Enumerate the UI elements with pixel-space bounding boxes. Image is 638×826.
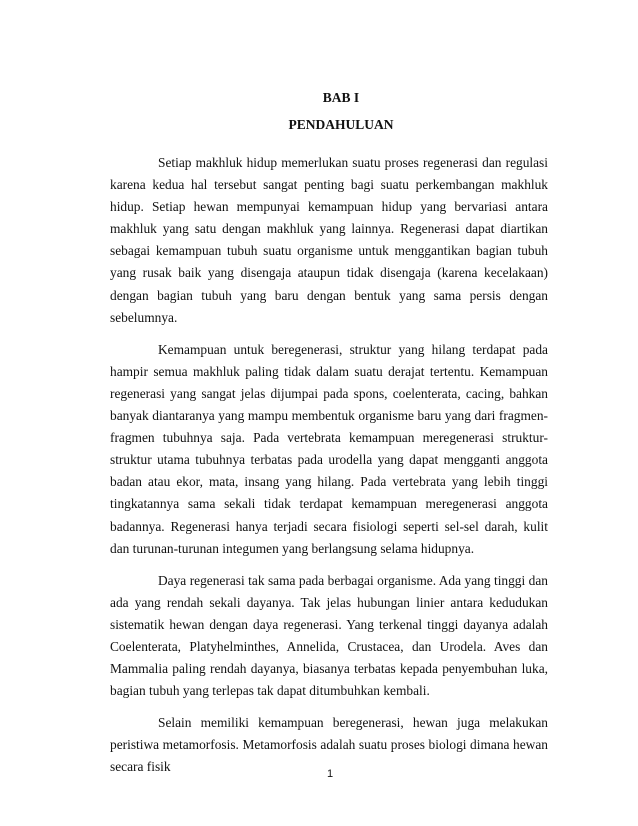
chapter-heading: BAB I bbox=[322, 90, 360, 105]
paragraph-1: Setiap makhluk hidup memerlukan suatu proses regenerasi dan regulasi karena kedua hal tersebut sangat penting bagi suatu perkembangan makhluk hidup. Setiap hewan mempunyai kemampuan hidup yang bervariasi antara makhluk yang satu dengan makhluk yang lainnya. Regenerasi dapat diartikan sebagai kemampuan tubuh suatu organisme untuk menggantikan bagian tubuh yang rusak baik yang disengaja ataupun tidak disengaja (karena kecelakaan) dengan bagian tubuh yang baru dengan bentuk yang sama persis dengan sebelumnya. bbox=[110, 155, 548, 325]
paragraph-3: Daya regenerasi tak sama pada berbagai organisme. Ada yang tinggi dan ada yang rendah sekali dayanya. Tak jelas hubungan linier antara kedudukan sistematik hewan dengan daya regenerasi. Yang terkenal tinggi dayanya adalah Coelenterata, Platyhelminthes, Annelida, Crustacea, dan Urodela. Aves dan Mammalia paling rendah dayanya, biasanya terbatas kepada penyembuhan luka, bagian tubuh yang terlepas tak dapat ditumbuhkan kembali. bbox=[110, 572, 548, 699]
paragraph-2: Kemampuan untuk beregenerasi, struktur yang hilang terdapat pada hampir semua makhluk paling tidak dalam suatu derajat tertentu. Kemampuan regenerasi yang sangat jelas dijumpai pada spons, coelenterata, cacing, bahkan banyak diantaranya yang mampu membentuk organisme baru yang dari fragmen-fragmen tubuhnya saja. Pada vertebrata kemampuan meregenerasi struktur-struktur utama tubuhnya terbatas pada urodella yang dapat mengganti anggota badan atau ekor, mata, insang yang hilang. Pada vertebrata yang lebih tinggi tingkatannya sama sekali tidak terdapat kemampuan meregenerasi anggota badannya. Regenerasi hanya terjadi secara fisiologi seperti sel-sel darah, kulit dan turunan-turunan integumen yang berlangsung selama hidupnya. bbox=[110, 341, 548, 556]
body-text bbox=[110, 152, 548, 789]
page-number: 1 bbox=[326, 768, 334, 780]
chapter-title: PENDAHULUAN bbox=[288, 117, 394, 132]
paragraph-4: Selain memiliki kemampuan beregenerasi, hewan juga melakukan peristiwa metamorfosis. Metamorfosis adalah suatu proses biologi dimana hewan secara fisik bbox=[110, 715, 548, 775]
